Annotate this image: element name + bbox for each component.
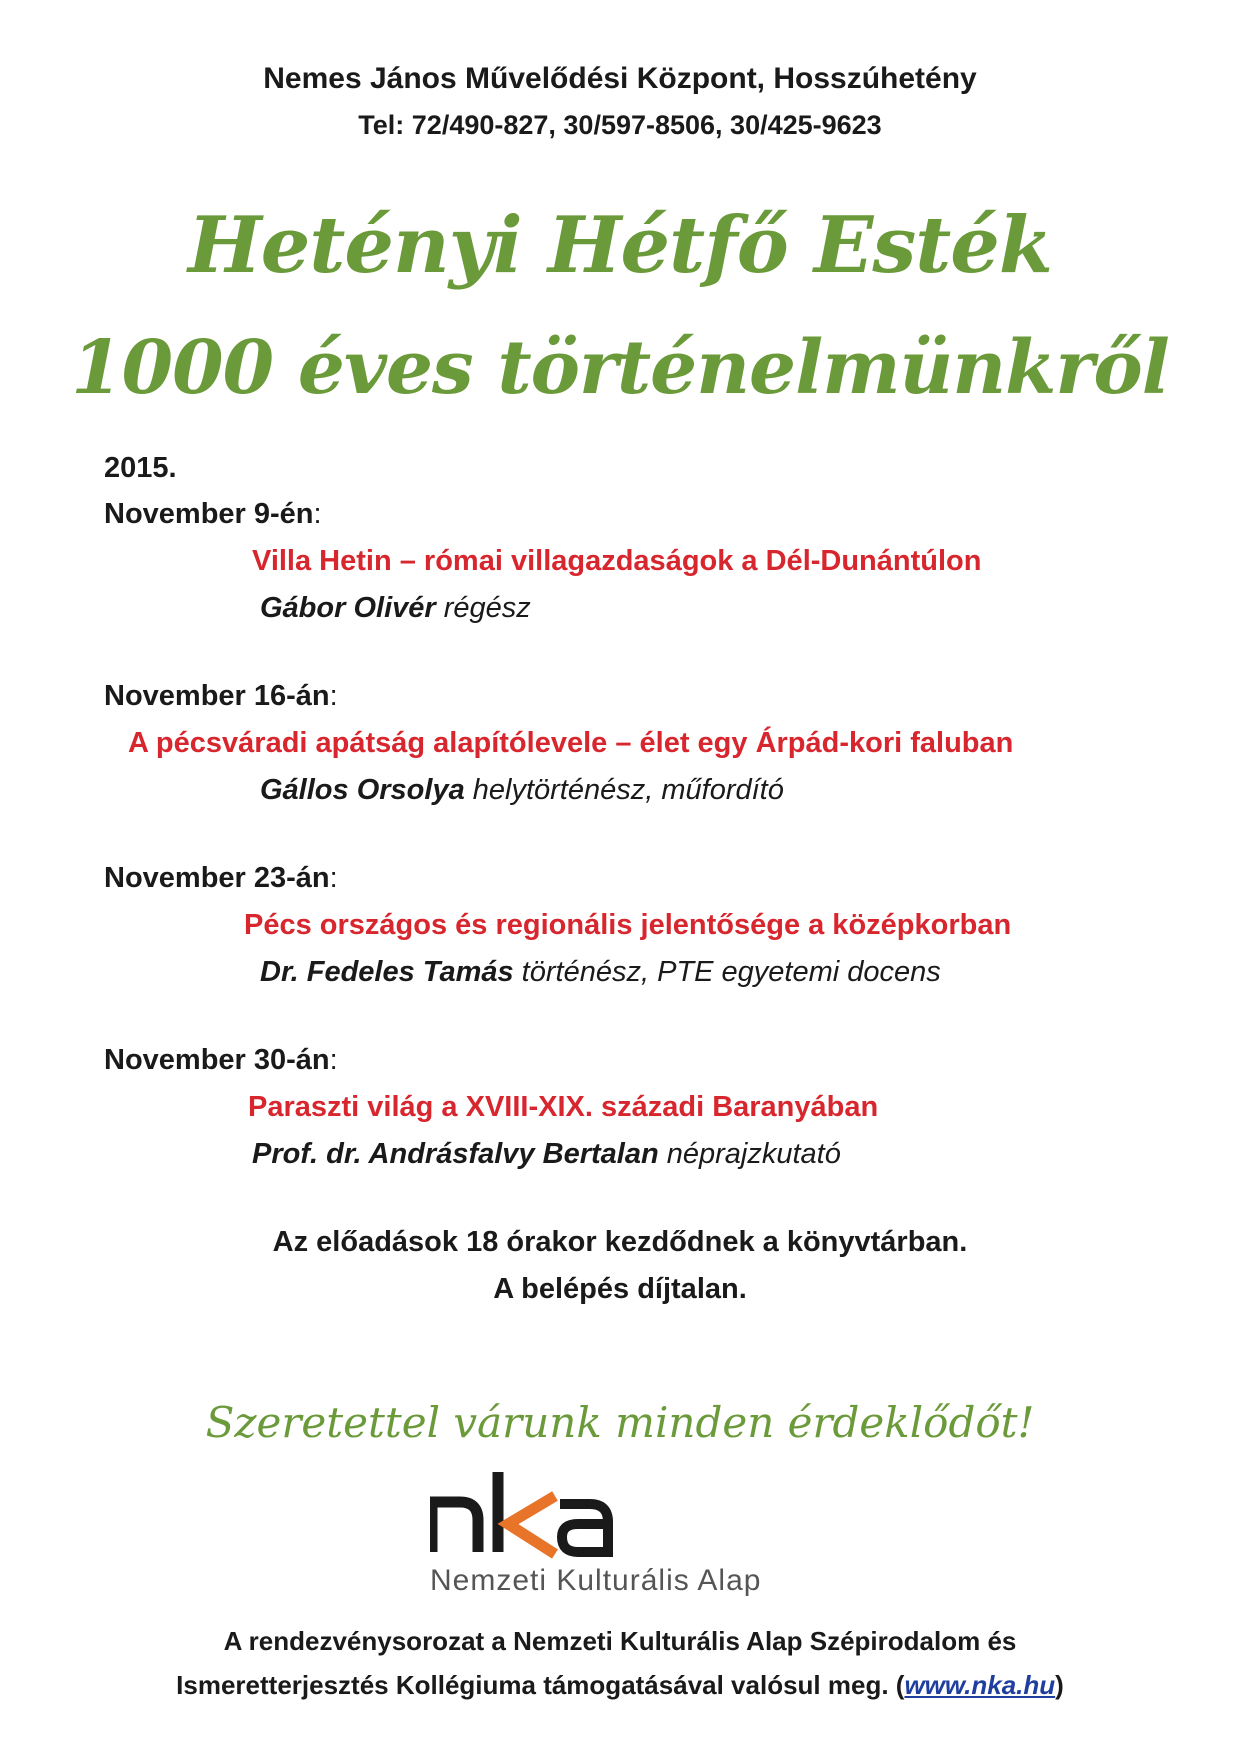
welcome-message: Szeretettel várunk minden érdeklődőt! bbox=[205, 1398, 1035, 1447]
event-date: November 9-én: bbox=[104, 498, 322, 530]
event-speaker bbox=[252, 1138, 841, 1171]
phone-numbers: Tel: 72/490-827, 30/597-8506, 30/425-9623 bbox=[358, 110, 882, 140]
event-lecture-title: Villa Hetin – római villagazdaságok a Dél-Dunántúlon bbox=[252, 545, 982, 577]
event-speaker bbox=[260, 592, 531, 625]
speaker-name: Gállos Orsolya bbox=[260, 774, 465, 806]
speaker-role: néprajzkutató bbox=[666, 1138, 841, 1170]
speaker-name: Prof. dr. Andrásfalvy Bertalan bbox=[252, 1138, 659, 1170]
info-start-time: Az előadások 18 órakor kezdődnek a könyvtárban. bbox=[272, 1226, 968, 1258]
speaker-role: történész, PTE egyetemi docens bbox=[521, 956, 941, 988]
footer-closing-paren: ) bbox=[1055, 1670, 1064, 1700]
event-date: November 30-án: bbox=[104, 1044, 338, 1076]
event-speaker bbox=[260, 774, 784, 807]
footer-line-2-text: Ismeretterjesztés Kollégiuma támogatásával valósul meg. ( bbox=[176, 1670, 905, 1700]
event-speaker bbox=[260, 956, 941, 989]
info-free-entry: A belépés díjtalan. bbox=[493, 1273, 747, 1305]
nka-logo-name: Nemzeti Kulturális Alap bbox=[430, 1564, 762, 1597]
year: 2015. bbox=[104, 452, 177, 484]
title-line-2: 1000 éves történelmünkről bbox=[71, 325, 1169, 411]
footer-sponsor-line-1: A rendezvénysorozat a Nemzeti Kulturális Alap Szépirodalom és bbox=[223, 1626, 1017, 1656]
event-date: November 16-án: bbox=[104, 680, 338, 712]
event-lecture-title: Pécs országos és regionális jelentősége a középkorban bbox=[244, 909, 1012, 941]
speaker-name: Gábor Olivér bbox=[260, 592, 436, 624]
nka-website-link[interactable]: www.nka.hu bbox=[904, 1670, 1056, 1700]
event-date-text: November 9-én bbox=[104, 498, 314, 530]
event-date-text: November 16-án bbox=[104, 680, 330, 712]
event-date: November 23-án: bbox=[104, 862, 338, 894]
nka-logo bbox=[430, 1462, 850, 1602]
event-lecture-title: Paraszti világ a XVIII-XIX. századi Baranyában bbox=[248, 1091, 879, 1123]
speaker-role: régész bbox=[443, 592, 531, 624]
organization-name: Nemes János Művelődési Központ, Hosszúhetény bbox=[263, 62, 977, 95]
event-date-text: November 23-án bbox=[104, 862, 330, 894]
speaker-name: Dr. Fedeles Tamás bbox=[260, 956, 514, 988]
title-line-1: Hetényi Hétfő Esték bbox=[188, 200, 1052, 291]
footer-sponsor-line-2 bbox=[0, 1670, 1240, 1701]
speaker-role: helytörténész, műfordító bbox=[472, 774, 784, 806]
event-lecture-title: A pécsváradi apátság alapítólevele – élet egy Árpád-kori faluban bbox=[128, 727, 1014, 759]
event-date-text: November 30-án bbox=[104, 1044, 330, 1076]
